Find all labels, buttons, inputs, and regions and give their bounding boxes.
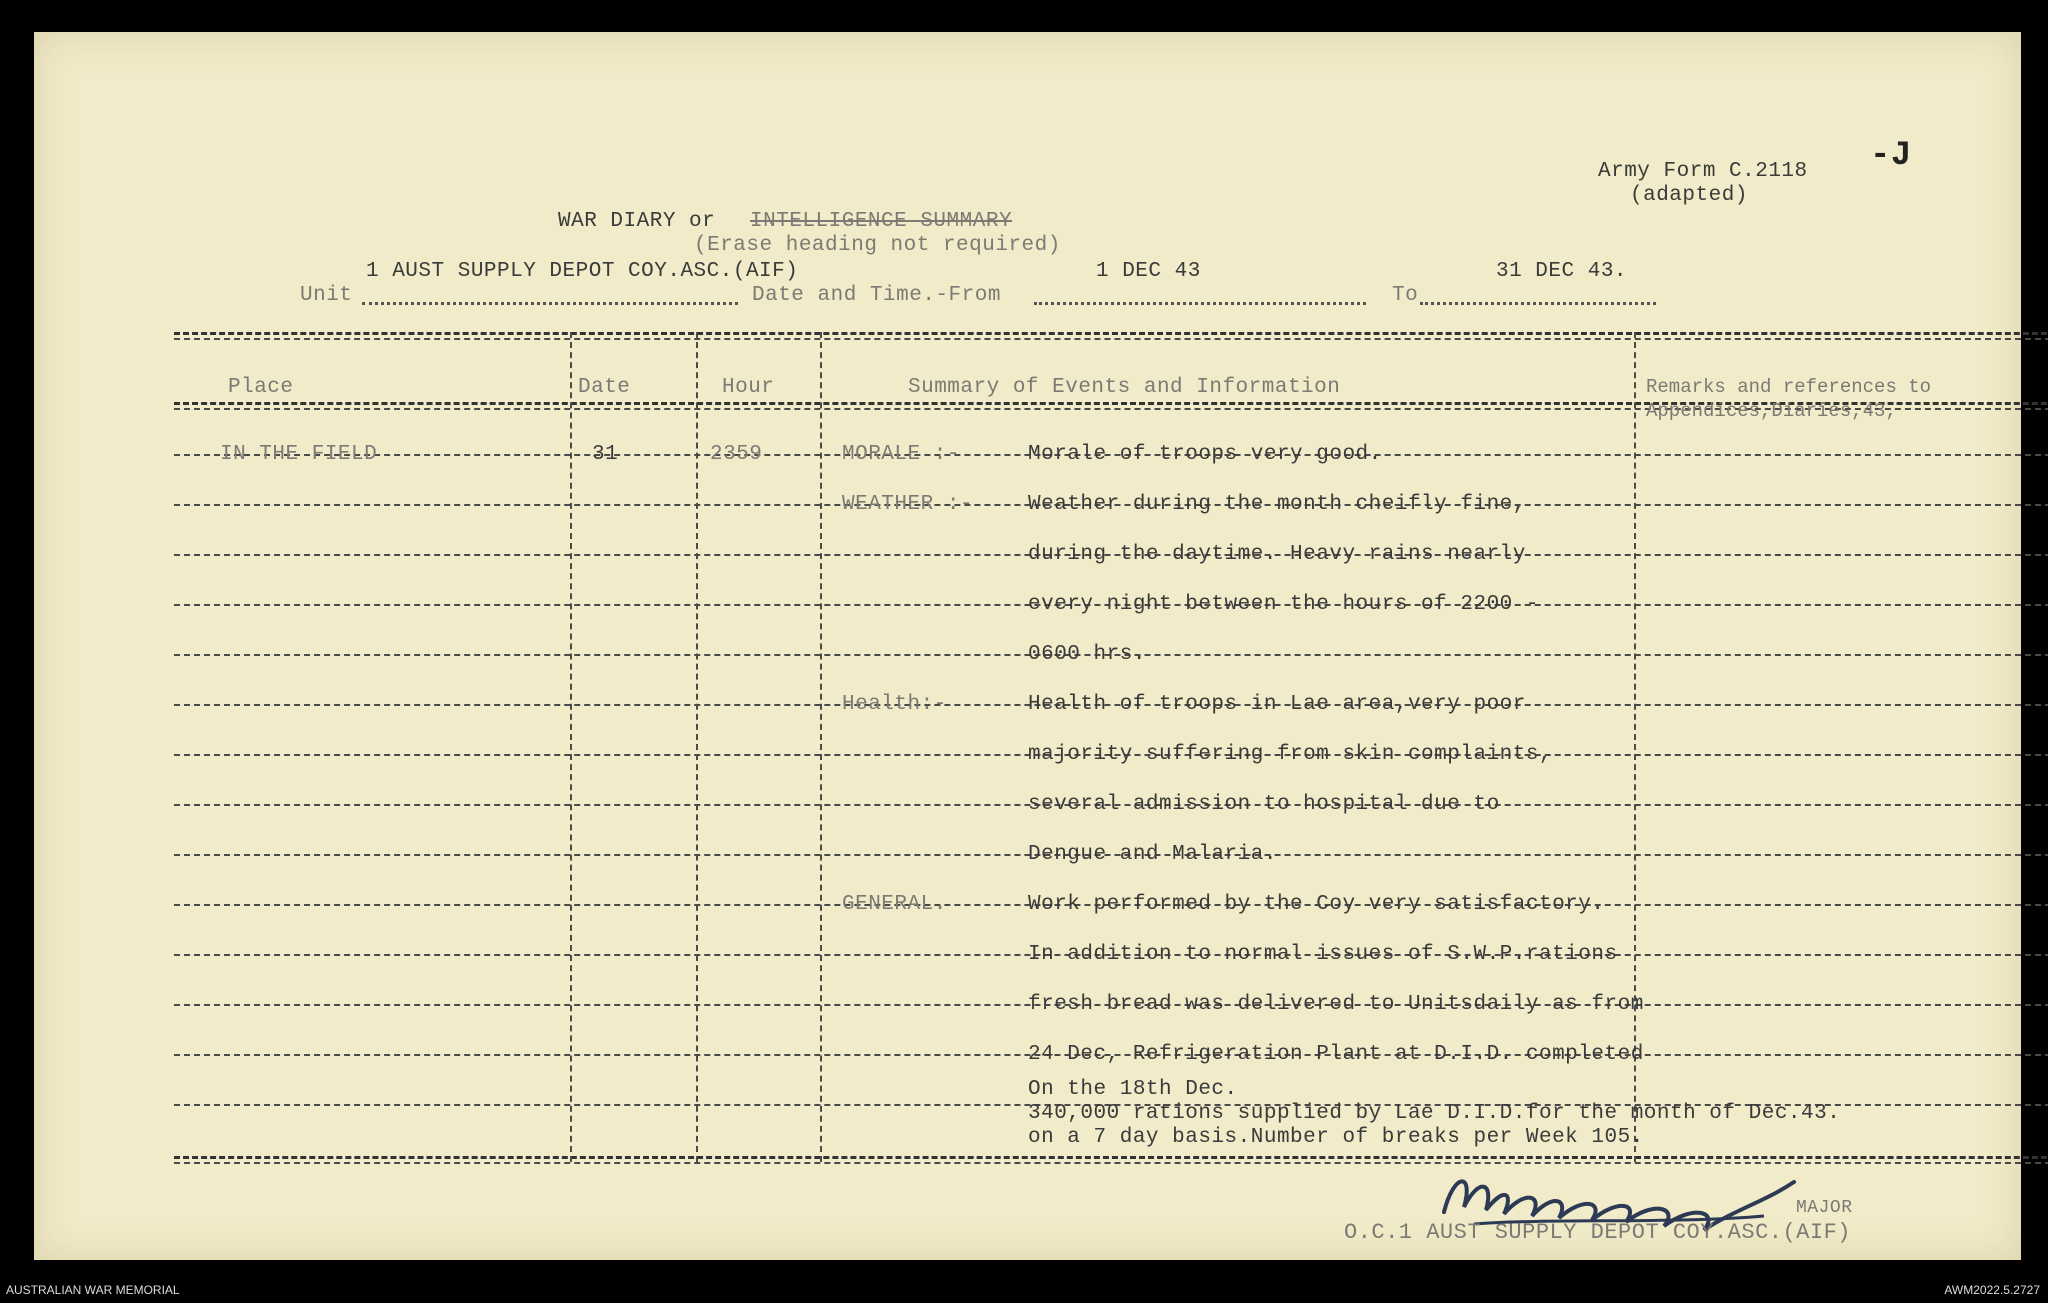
to-label: To [1392, 284, 1419, 307]
unit-value: 1 AUST SUPPLY DEPOT COY.ASC.(AIF) [366, 260, 799, 283]
col-divider-place-date [570, 332, 572, 1162]
date-time-label: Date and Time.-From [752, 284, 1001, 307]
entry-date: 31 [592, 443, 619, 466]
summary-text: Health of troops in Lae area,very poor [1028, 693, 1526, 716]
to-dotted-line [1420, 302, 1656, 305]
summary-text: majority suffering from skin complaints, [1028, 743, 1553, 766]
summary-text: fresh bread was delivered to Unitsdaily as from [1028, 993, 1644, 1016]
document-page [34, 32, 2021, 1260]
extra-line: 340,000 rations supplied by Lae D.I.D.for the month of Dec.43. [1028, 1102, 1841, 1125]
summary-text: Weather during the month cheifly fine, [1028, 493, 1526, 516]
summary-heading: GENERAL. [842, 893, 947, 916]
col-divider-summary-remarks [1634, 332, 1636, 1162]
table-top-border [174, 332, 2048, 335]
footer-right: AWM2022.5.2727 [1944, 1283, 2040, 1297]
title-war-diary: WAR DIARY or [558, 210, 716, 233]
header-remarks-line2: Appendices,Diaries,43, [1646, 400, 1897, 422]
summary-text: during the daytime. Heavy rains nearly [1028, 543, 1526, 566]
entry-hour: 2359 [710, 443, 763, 466]
summary-heading: MORALE :- [842, 443, 960, 466]
unit-dotted-line [362, 302, 738, 305]
header-date: Date [578, 376, 631, 399]
extra-line: on a 7 day basis.Number of breaks per Week 105. [1028, 1126, 1644, 1149]
form-reference-adapted: (adapted) [1630, 184, 1748, 207]
header-summary: Summary of Events and Information [908, 376, 1341, 399]
unit-label: Unit [300, 284, 353, 307]
summary-text: In addition to normal issues of S.W.P.rations [1028, 943, 1618, 966]
entry-place: IN THE FIELD [220, 443, 378, 466]
col-divider-hour-summary [820, 332, 822, 1162]
summary-text: Work performed by the Coy very satisfactory. [1028, 893, 1605, 916]
header-place: Place [228, 376, 294, 399]
summary-heading: Health:- [842, 693, 947, 716]
from-dotted-line [1034, 302, 1366, 305]
summary-text: 0600 hrs. [1028, 643, 1146, 666]
summary-text: every night between the hours of 2200 - [1028, 593, 1539, 616]
footer-left: AUSTRALIAN WAR MEMORIAL [6, 1283, 180, 1297]
col-divider-date-hour [696, 332, 698, 1162]
extra-line: On the 18th Dec. [1028, 1078, 1238, 1101]
table-top-border-2 [174, 338, 2048, 340]
summary-text: Dengue and Malaria. [1028, 843, 1277, 866]
summary-text: 24 Dec, Refrigeration Plant at D.I.D. completed [1028, 1043, 1644, 1066]
header-hour: Hour [722, 376, 775, 399]
summary-text: Morale of troops very good. [1028, 443, 1382, 466]
from-value: 1 DEC 43 [1096, 260, 1201, 283]
erase-note: (Erase heading not required) [694, 234, 1061, 257]
summary-heading: WEATHER :- [842, 493, 974, 516]
signature-rank: MAJOR [1796, 1198, 1853, 1218]
summary-text: several admission to hospital due to [1028, 793, 1500, 816]
form-reference: Army Form C.2118 [1598, 160, 1808, 183]
signature-block: O.C.1 AUST SUPPLY DEPOT COY.ASC.(AIF) [1344, 1220, 1851, 1245]
title-struck-heading: INTELLIGENCE SUMMARY [750, 210, 1013, 233]
header-remarks-line1: Remarks and references to [1646, 376, 1932, 398]
to-value: 31 DEC 43. [1496, 260, 1628, 283]
page-mark: -J [1870, 137, 1912, 175]
